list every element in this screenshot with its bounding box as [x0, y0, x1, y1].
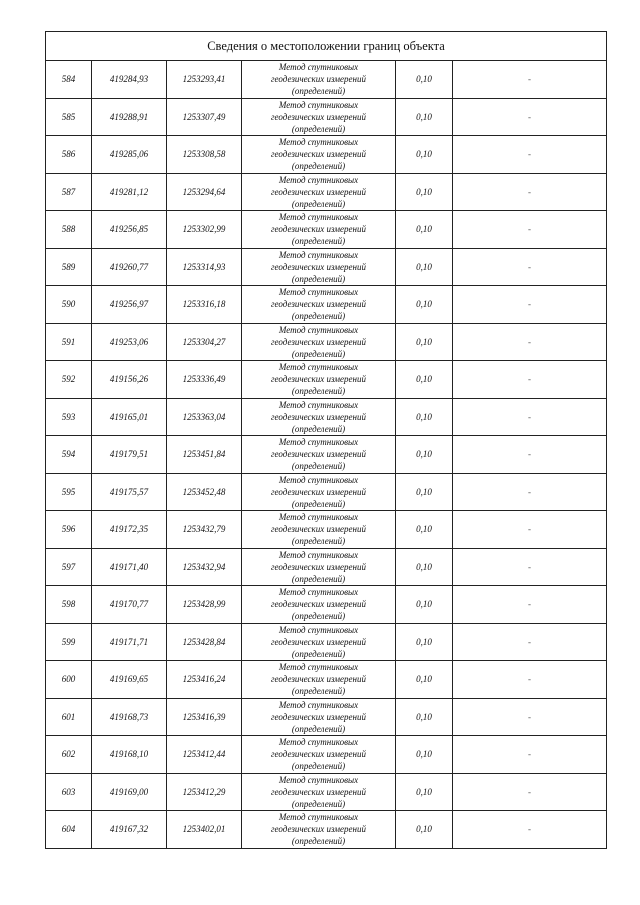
- y-coordinate-cell: 1253336,49: [167, 361, 242, 399]
- method-line: геодезических измерений: [271, 74, 366, 85]
- point-number-cell: 603: [46, 773, 92, 811]
- method-line: Метод спутниковых: [278, 324, 359, 335]
- method-line: геодезических измерений: [271, 411, 366, 422]
- method-cell: [242, 398, 396, 436]
- x-coordinate-cell: 419165,01: [92, 398, 167, 436]
- table-row: [46, 511, 607, 549]
- point-number-cell: 598: [46, 586, 92, 624]
- method-line: (определений): [291, 723, 346, 734]
- y-coordinate-cell: 1253412,44: [167, 736, 242, 774]
- accuracy-cell: 0,10: [396, 698, 453, 736]
- method-cell: [242, 586, 396, 624]
- method-line: геодезических измерений: [271, 824, 366, 835]
- x-coordinate-cell: 419253,06: [92, 323, 167, 361]
- method-line: (определений): [291, 348, 346, 359]
- method-line: геодезических измерений: [271, 374, 366, 385]
- method-line: геодезических измерений: [271, 186, 366, 197]
- point-number-cell: 591: [46, 323, 92, 361]
- method-line: (определений): [291, 536, 346, 547]
- accuracy-cell: 0,10: [396, 773, 453, 811]
- note-cell: -: [453, 473, 607, 511]
- accuracy-cell: 0,10: [396, 511, 453, 549]
- method-line: (определений): [291, 236, 346, 247]
- y-coordinate-cell: 1253416,39: [167, 698, 242, 736]
- accuracy-cell: 0,10: [396, 586, 453, 624]
- method-cell: [242, 698, 396, 736]
- method-line: геодезических измерений: [271, 261, 366, 272]
- method-line: (определений): [291, 461, 346, 472]
- note-cell: -: [453, 436, 607, 474]
- note-cell: -: [453, 361, 607, 399]
- method-line: (определений): [291, 198, 346, 209]
- boundary-coordinates-table: [45, 31, 607, 849]
- table-row: [46, 398, 607, 436]
- table-row: [46, 361, 607, 399]
- note-cell: -: [453, 398, 607, 436]
- method-line: (определений): [291, 123, 346, 134]
- accuracy-cell: 0,10: [396, 173, 453, 211]
- y-coordinate-cell: 1253294,64: [167, 173, 242, 211]
- x-coordinate-cell: 419172,35: [92, 511, 167, 549]
- method-line: геодезических измерений: [271, 336, 366, 347]
- x-coordinate-cell: 419284,93: [92, 61, 167, 99]
- method-line: геодезических измерений: [271, 749, 366, 760]
- accuracy-cell: 0,10: [396, 398, 453, 436]
- method-line: Метод спутниковых: [278, 662, 359, 673]
- method-line: (определений): [291, 611, 346, 622]
- note-cell: -: [453, 248, 607, 286]
- y-coordinate-cell: 1253402,01: [167, 811, 242, 849]
- note-cell: -: [453, 323, 607, 361]
- point-number-cell: 593: [46, 398, 92, 436]
- x-coordinate-cell: 419168,10: [92, 736, 167, 774]
- method-cell: [242, 511, 396, 549]
- y-coordinate-cell: 1253314,93: [167, 248, 242, 286]
- method-line: Метод спутниковых: [278, 474, 359, 485]
- method-line: геодезических измерений: [271, 636, 366, 647]
- note-cell: -: [453, 511, 607, 549]
- point-number-cell: 584: [46, 61, 92, 99]
- y-coordinate-cell: 1253363,04: [167, 398, 242, 436]
- y-coordinate-cell: 1253452,48: [167, 473, 242, 511]
- x-coordinate-cell: 419169,65: [92, 661, 167, 699]
- y-coordinate-cell: 1253428,84: [167, 623, 242, 661]
- y-coordinate-cell: 1253307,49: [167, 98, 242, 136]
- accuracy-cell: 0,10: [396, 661, 453, 699]
- table-row: [46, 98, 607, 136]
- point-number-cell: 594: [46, 436, 92, 474]
- method-line: Метод спутниковых: [278, 512, 359, 523]
- method-line: Метод спутниковых: [278, 699, 359, 710]
- table-row: [46, 286, 607, 324]
- point-number-cell: 599: [46, 623, 92, 661]
- method-line: (определений): [291, 498, 346, 509]
- accuracy-cell: 0,10: [396, 98, 453, 136]
- note-cell: -: [453, 773, 607, 811]
- method-line: Метод спутниковых: [278, 362, 359, 373]
- method-line: Метод спутниковых: [278, 399, 359, 410]
- x-coordinate-cell: 419170,77: [92, 586, 167, 624]
- method-cell: [242, 623, 396, 661]
- method-line: Метод спутниковых: [278, 174, 359, 185]
- table-row: [46, 323, 607, 361]
- accuracy-cell: 0,10: [396, 211, 453, 249]
- note-cell: -: [453, 61, 607, 99]
- method-cell: [242, 248, 396, 286]
- point-number-cell: 601: [46, 698, 92, 736]
- method-line: Метод спутниковых: [278, 212, 359, 223]
- x-coordinate-cell: 419256,85: [92, 211, 167, 249]
- accuracy-cell: 0,10: [396, 436, 453, 474]
- accuracy-cell: 0,10: [396, 361, 453, 399]
- y-coordinate-cell: 1253432,94: [167, 548, 242, 586]
- table-row: [46, 698, 607, 736]
- method-cell: [242, 436, 396, 474]
- method-line: геодезических измерений: [271, 599, 366, 610]
- method-line: геодезических измерений: [271, 786, 366, 797]
- method-line: Метод спутниковых: [278, 62, 359, 73]
- method-line: (определений): [291, 423, 346, 434]
- accuracy-cell: 0,10: [396, 286, 453, 324]
- method-line: Метод спутниковых: [278, 737, 359, 748]
- accuracy-cell: 0,10: [396, 323, 453, 361]
- accuracy-cell: 0,10: [396, 473, 453, 511]
- method-line: (определений): [291, 573, 346, 584]
- table-row: [46, 61, 607, 99]
- method-line: Метод спутниковых: [278, 549, 359, 560]
- method-line: Метод спутниковых: [278, 287, 359, 298]
- method-line: (определений): [291, 86, 346, 97]
- method-cell: [242, 173, 396, 211]
- accuracy-cell: 0,10: [396, 736, 453, 774]
- point-number-cell: 604: [46, 811, 92, 849]
- accuracy-cell: 0,10: [396, 248, 453, 286]
- method-cell: [242, 811, 396, 849]
- method-line: (определений): [291, 836, 346, 847]
- y-coordinate-cell: 1253451,84: [167, 436, 242, 474]
- x-coordinate-cell: 419167,32: [92, 811, 167, 849]
- method-line: геодезических измерений: [271, 486, 366, 497]
- y-coordinate-cell: 1253302,99: [167, 211, 242, 249]
- x-coordinate-cell: 419171,40: [92, 548, 167, 586]
- table-title: Сведения о местоположении границ объекта: [46, 32, 607, 61]
- table-row: [46, 436, 607, 474]
- y-coordinate-cell: 1253293,41: [167, 61, 242, 99]
- note-cell: -: [453, 736, 607, 774]
- note-cell: -: [453, 286, 607, 324]
- note-cell: -: [453, 136, 607, 174]
- method-line: геодезических измерений: [271, 674, 366, 685]
- method-cell: [242, 473, 396, 511]
- x-coordinate-cell: 419288,91: [92, 98, 167, 136]
- y-coordinate-cell: 1253308,58: [167, 136, 242, 174]
- method-line: геодезических измерений: [271, 711, 366, 722]
- y-coordinate-cell: 1253304,27: [167, 323, 242, 361]
- method-line: геодезических измерений: [271, 111, 366, 122]
- method-cell: [242, 361, 396, 399]
- method-line: геодезических измерений: [271, 561, 366, 572]
- method-line: (определений): [291, 273, 346, 284]
- note-cell: -: [453, 586, 607, 624]
- point-number-cell: 588: [46, 211, 92, 249]
- table-row: [46, 586, 607, 624]
- table-row: [46, 473, 607, 511]
- y-coordinate-cell: 1253412,29: [167, 773, 242, 811]
- point-number-cell: 585: [46, 98, 92, 136]
- method-line: геодезических измерений: [271, 149, 366, 160]
- method-line: геодезических измерений: [271, 524, 366, 535]
- note-cell: -: [453, 623, 607, 661]
- x-coordinate-cell: 419156,26: [92, 361, 167, 399]
- accuracy-cell: 0,10: [396, 623, 453, 661]
- point-number-cell: 590: [46, 286, 92, 324]
- x-coordinate-cell: 419171,71: [92, 623, 167, 661]
- method-line: (определений): [291, 686, 346, 697]
- point-number-cell: 596: [46, 511, 92, 549]
- table-row: [46, 248, 607, 286]
- table-row: [46, 136, 607, 174]
- method-line: геодезических измерений: [271, 224, 366, 235]
- point-number-cell: 600: [46, 661, 92, 699]
- note-cell: -: [453, 548, 607, 586]
- point-number-cell: 592: [46, 361, 92, 399]
- x-coordinate-cell: 419179,51: [92, 436, 167, 474]
- method-line: Метод спутниковых: [278, 624, 359, 635]
- method-line: Метод спутниковых: [278, 812, 359, 823]
- method-cell: [242, 736, 396, 774]
- method-line: (определений): [291, 648, 346, 659]
- note-cell: -: [453, 661, 607, 699]
- method-line: (определений): [291, 386, 346, 397]
- point-number-cell: 586: [46, 136, 92, 174]
- accuracy-cell: 0,10: [396, 136, 453, 174]
- point-number-cell: 602: [46, 736, 92, 774]
- note-cell: -: [453, 98, 607, 136]
- table-row: [46, 736, 607, 774]
- method-cell: [242, 773, 396, 811]
- accuracy-cell: 0,10: [396, 548, 453, 586]
- method-line: (определений): [291, 311, 346, 322]
- method-line: геодезических измерений: [271, 449, 366, 460]
- method-cell: [242, 211, 396, 249]
- method-line: Метод спутниковых: [278, 437, 359, 448]
- method-line: Метод спутниковых: [278, 249, 359, 260]
- accuracy-cell: 0,10: [396, 61, 453, 99]
- note-cell: -: [453, 173, 607, 211]
- y-coordinate-cell: 1253316,18: [167, 286, 242, 324]
- y-coordinate-cell: 1253416,24: [167, 661, 242, 699]
- point-number-cell: 589: [46, 248, 92, 286]
- method-cell: [242, 136, 396, 174]
- y-coordinate-cell: 1253428,99: [167, 586, 242, 624]
- x-coordinate-cell: 419175,57: [92, 473, 167, 511]
- method-cell: [242, 61, 396, 99]
- x-coordinate-cell: 419168,73: [92, 698, 167, 736]
- method-line: Метод спутниковых: [278, 99, 359, 110]
- x-coordinate-cell: 419169,00: [92, 773, 167, 811]
- method-line: Метод спутниковых: [278, 774, 359, 785]
- point-number-cell: 597: [46, 548, 92, 586]
- method-cell: [242, 98, 396, 136]
- x-coordinate-cell: 419281,12: [92, 173, 167, 211]
- method-line: геодезических измерений: [271, 299, 366, 310]
- note-cell: -: [453, 698, 607, 736]
- table-row: [46, 623, 607, 661]
- method-line: (определений): [291, 161, 346, 172]
- method-line: (определений): [291, 798, 346, 809]
- note-cell: -: [453, 811, 607, 849]
- method-cell: [242, 548, 396, 586]
- table-row: [46, 811, 607, 849]
- point-number-cell: 595: [46, 473, 92, 511]
- table-row: [46, 211, 607, 249]
- accuracy-cell: 0,10: [396, 811, 453, 849]
- method-cell: [242, 286, 396, 324]
- x-coordinate-cell: 419256,97: [92, 286, 167, 324]
- method-line: (определений): [291, 761, 346, 772]
- method-line: Метод спутниковых: [278, 587, 359, 598]
- note-cell: -: [453, 211, 607, 249]
- table-row: [46, 773, 607, 811]
- method-line: Метод спутниковых: [278, 137, 359, 148]
- x-coordinate-cell: 419285,06: [92, 136, 167, 174]
- table-row: [46, 661, 607, 699]
- x-coordinate-cell: 419260,77: [92, 248, 167, 286]
- y-coordinate-cell: 1253432,79: [167, 511, 242, 549]
- method-cell: [242, 661, 396, 699]
- table-title-row: [46, 32, 607, 61]
- table-row: [46, 548, 607, 586]
- table-row: [46, 173, 607, 211]
- method-cell: [242, 323, 396, 361]
- point-number-cell: 587: [46, 173, 92, 211]
